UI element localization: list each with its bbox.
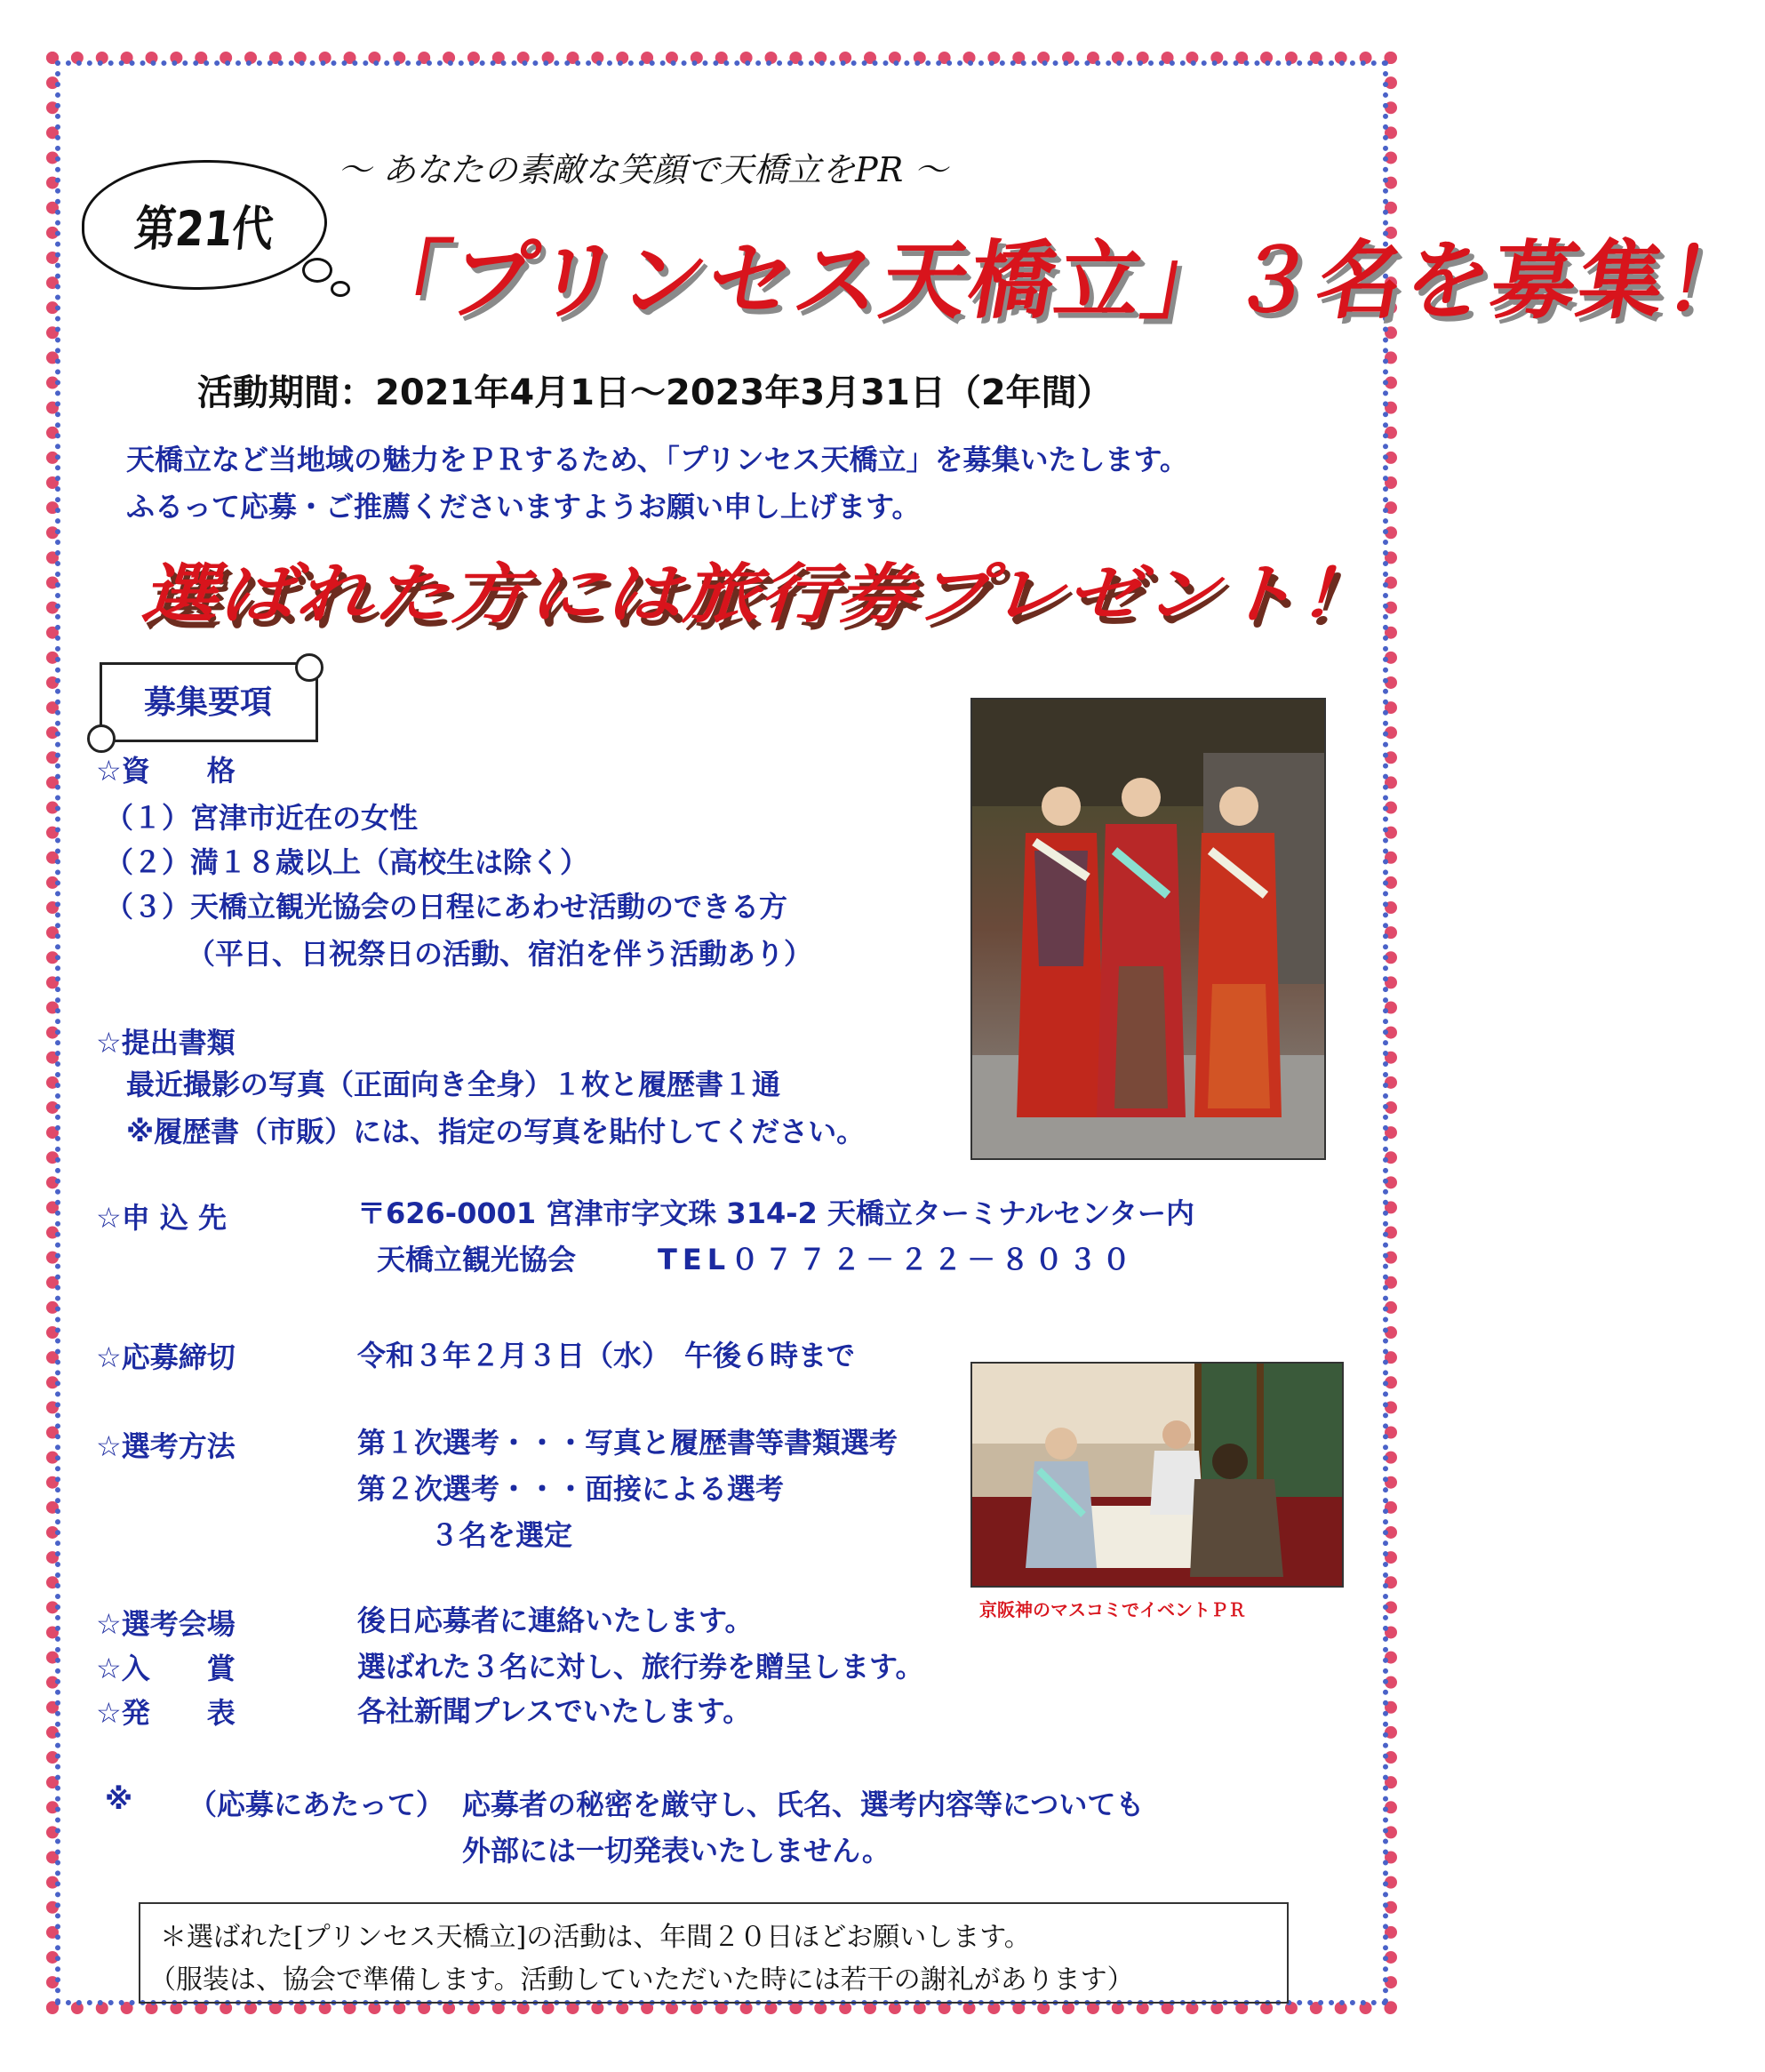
page-title: 「プリンセス天橋立」３名を募集！ bbox=[354, 231, 1762, 331]
apply-address: 〒626-0001 宮津市字文珠 314-2 天橋立ターミナルセンター内 bbox=[357, 1196, 1195, 1230]
deadline-label: ☆応募締切 bbox=[96, 1340, 236, 1374]
cloud-bubble bbox=[302, 258, 332, 283]
documents-label: ☆提出書類 bbox=[96, 1026, 236, 1060]
qualification-item-2: （２）満１８歳以上（高校生は除く） bbox=[105, 845, 589, 879]
section-heading: 募集要項 bbox=[143, 684, 272, 721]
announce-label: ☆発 表 bbox=[96, 1696, 236, 1730]
section-scroll bbox=[82, 653, 313, 742]
award-label: ☆入 賞 bbox=[96, 1652, 236, 1685]
selection-line-3: ３名を選定 bbox=[430, 1518, 573, 1552]
venue-value: 後日応募者に連絡いたします。 bbox=[357, 1604, 754, 1637]
activity-period: 活動期間：2021年4月1日～2023年3月31日（2年間） bbox=[197, 372, 1113, 413]
selection-line-2: 第２次選考・・・面接による選考 bbox=[357, 1472, 785, 1506]
award-value: 選ばれた３名に対し、旅行券を贈呈します。 bbox=[357, 1650, 924, 1684]
present-banner: 選ばれた方には旅行券プレゼント！ bbox=[134, 556, 1394, 633]
press-event-photo-image bbox=[972, 1364, 1342, 1586]
qualification-label: ☆資 格 bbox=[96, 754, 236, 788]
documents-line-1: 最近撮影の写真（正面向き全身）１枚と履歴書１通 bbox=[126, 1068, 781, 1101]
footer-note-line-2: （服装は、協会で準備します。活動していただいた時には若干の謝礼があります） bbox=[149, 1964, 1134, 1996]
documents-line-2: ※履歴書（市販）には、指定の写真を貼付してください。 bbox=[126, 1115, 866, 1148]
footer-note-line-1: ＊選ばれた[プリンセス天橋立]の活動は、年間２０日ほどお願いします。 bbox=[160, 1922, 1031, 1953]
generation-label: 第21代 bbox=[132, 200, 276, 257]
privacy-line-1: 応募者の秘密を厳守し、氏名、選考内容等についても bbox=[462, 1788, 1145, 1821]
qualification-note: （平日、日祝祭日の活動、宿泊を伴う活動あり） bbox=[187, 937, 813, 971]
princess-photo bbox=[970, 698, 1326, 1160]
press-photo-caption: 京阪神のマスコミでイベントＰＲ bbox=[979, 1599, 1246, 1620]
qualification-item-3: （３）天橋立観光協会の日程にあわせ活動のできる方 bbox=[105, 890, 788, 924]
announce-value: 各社新聞プレスでいたします。 bbox=[357, 1694, 752, 1728]
apply-label: ☆申 込 先 bbox=[96, 1201, 227, 1235]
press-event-photo bbox=[970, 1362, 1344, 1588]
privacy-line-2: 外部には一切発表いたしません。 bbox=[462, 1834, 890, 1868]
cloud-bubble bbox=[331, 281, 350, 297]
intro-line-2: ふるって応募・ご推薦くださいますようお願い申し上げます。 bbox=[126, 490, 921, 524]
generation-cloud bbox=[82, 160, 327, 290]
privacy-mark: ※ bbox=[105, 1782, 133, 1816]
qualification-item-1: （１）宮津市近在の女性 bbox=[105, 801, 419, 835]
apply-phone: TEL０７７２－２２－８０３０ bbox=[658, 1243, 1137, 1276]
intro-line-1: 天橋立など当地域の魅力をＰＲするため、「プリンセス天橋立」を募集いたします。 bbox=[126, 443, 1188, 476]
subtitle: ～ あなたの素敵な笑顔で天橋立をPR ～ bbox=[338, 150, 948, 189]
apply-organization: 天橋立観光協会 bbox=[377, 1243, 577, 1276]
footer-note-box bbox=[139, 1902, 1289, 2004]
venue-label: ☆選考会場 bbox=[96, 1607, 236, 1641]
deadline-value: 令和３年２月３日（水） 午後６時まで bbox=[357, 1339, 856, 1372]
selection-line-1: 第１次選考・・・写真と履歴書等書類選考 bbox=[357, 1426, 898, 1460]
selection-label: ☆選考方法 bbox=[96, 1429, 236, 1463]
privacy-label: （応募にあたって） bbox=[188, 1788, 445, 1821]
princess-photo-image bbox=[972, 700, 1324, 1158]
